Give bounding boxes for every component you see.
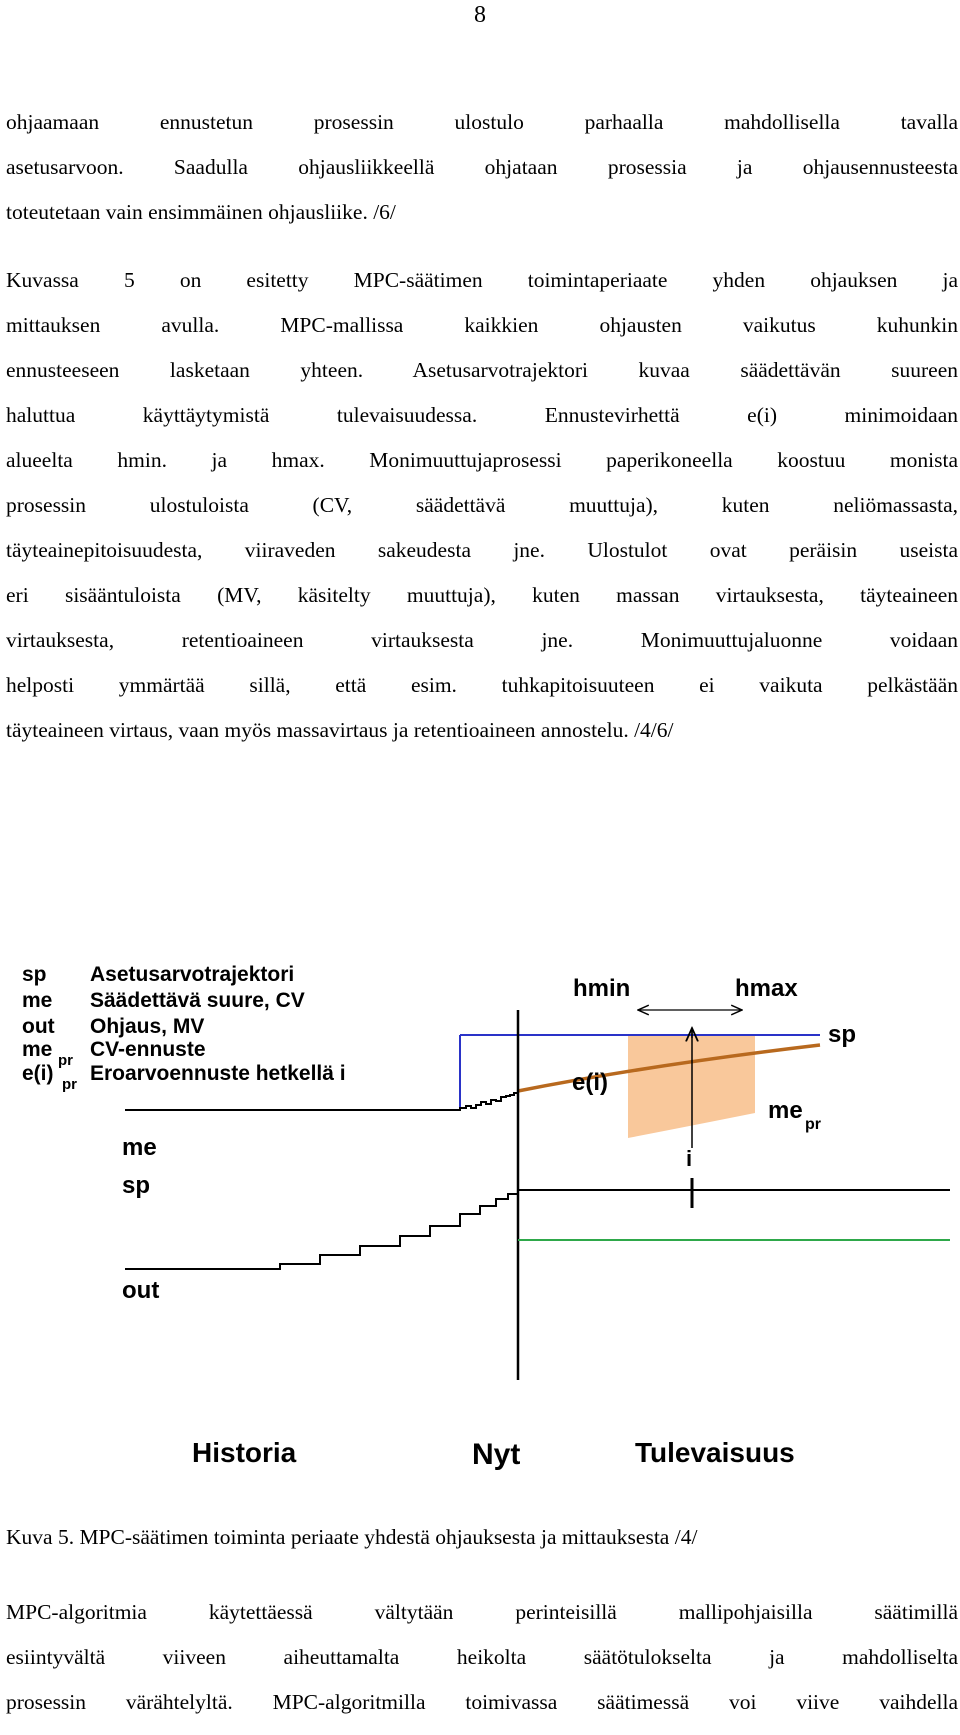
text-line: toteutetaan vain ensimmäinen ohjausliike. /6/ [6,200,396,224]
legend-sym-sp: sp [22,963,47,986]
paragraph-2 [6,258,958,753]
text-line: mittauksen avulla. MPC-mallissa kaikkien ohjausten vaikutus kuhunkin [6,313,958,337]
text-line: asetusarvoon. Saadulla ohjausliikkeellä ohjataan prosessia ja ohjausennusteesta [6,155,958,179]
legend-desc-mepr: CV-ennuste [90,1038,206,1061]
legend-sub-mepr: pr [58,1052,73,1069]
label-hmin: hmin [573,975,631,1002]
label-historia: Historia [192,1437,297,1468]
legend-sym-me: me [22,989,53,1012]
text-line: ohjaamaan ennustetun prosessin ulostulo parhaalla mahdollisella tavalla [6,110,958,134]
text-line: prosessin ulostuloista (CV, säädettävä muuttuja), kuten neliömassasta, [6,493,958,517]
text-line: helposti ymmärtää sillä, että esim. tuhkapitoisuuteen ei vaikuta pelkästään [6,673,958,697]
legend-desc-me: Säädettävä suure, CV [90,989,305,1012]
legend-sym-mepr: me [22,1038,53,1061]
label-i: i [686,1146,693,1171]
legend-desc-ei: Eroarvoennuste hetkellä i [90,1062,346,1085]
label-hmax: hmax [735,975,798,1002]
figure-caption: Kuva 5. MPC-säätimen toiminta periaate yhdestä ohjauksesta ja mittauksesta /4/ [6,1525,698,1549]
legend-sym-out: out [22,1015,55,1038]
label-mepr: me [768,1097,803,1124]
text-line: MPC-algoritmia käytettäessä vältytään perinteisillä mallipohjaisilla säätimillä [6,1600,958,1624]
label-sp-left: sp [122,1172,151,1199]
text-line: alueelta hmin. ja hmax. Monimuuttujaprosessi paperikoneella koostuu monista [6,448,958,472]
label-mepr-sub: pr [805,1116,821,1133]
page-number: 8 [474,2,486,28]
legend-sub-ei: pr [62,1076,77,1093]
paragraph-1 [6,100,958,235]
label-me-left: me [122,1134,157,1161]
text-line: eri sisääntuloista (MV, käsitelty muuttuja), kuten massan virtauksesta, täyteaineen [6,583,958,607]
legend-desc-sp: Asetusarvotrajektori [90,963,295,986]
label-nyt: Nyt [472,1438,521,1471]
paragraph-3 [6,1590,958,1725]
text-line: ennusteeseen lasketaan yhteen. Asetusarvotrajektori kuvaa säädettävän suureen [6,358,958,382]
legend-sym-ei: e(i) [22,1062,54,1085]
legend [22,963,346,1093]
label-ei: e(i) [572,1069,608,1096]
text-line: täyteaineen virtaus, vaan myös massavirtaus ja retentioaineen annostelu. /4/6/ [6,718,674,742]
label-sp-right: sp [828,1021,857,1048]
text-line: haluttua käyttäytymistä tulevaisuudessa. Ennustevirhettä e(i) minimoidaan [6,403,958,427]
text-line: esiintyvältä viiveen aiheuttamalta heikolta säätötulokselta ja mahdolliselta [6,1645,958,1669]
text-line: Kuvassa 5 on esitetty MPC-säätimen toimintaperiaate yhden ohjauksen ja [6,268,958,292]
label-out: out [122,1277,160,1304]
legend-desc-out: Ohjaus, MV [90,1015,205,1038]
label-tulevaisuus: Tulevaisuus [635,1437,795,1468]
text-line: virtauksesta, retentioaineen virtauksesta jne. Monimuuttujaluonne voidaan [6,628,958,652]
control-history [125,1190,518,1269]
mpc-figure [0,950,960,1480]
text-line: täyteainepitoisuudesta, viiraveden sakeudesta jne. Ulostulot ovat peräisin useista [6,538,958,562]
text-line: prosessin värähtelyltä. MPC-algoritmilla toimivassa säätimessä voi viive vaihdella [6,1690,958,1714]
